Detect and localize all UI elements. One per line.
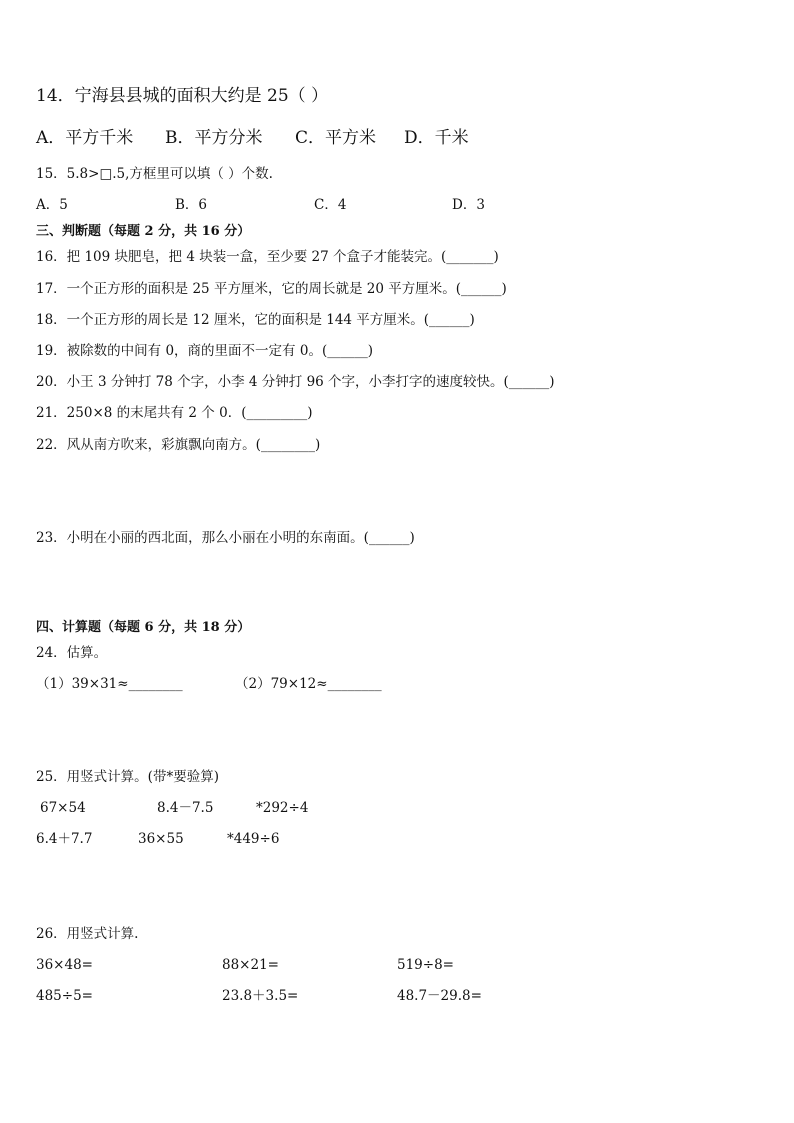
q25-expr-6: *449÷6 (227, 831, 280, 847)
q15-option-d: D．3 (452, 197, 485, 213)
q19-item: 19．被除数的中间有 0，商的里面不一定有 0。(______) (36, 343, 373, 359)
q23-item: 23．小明在小丽的西北面，那么小丽在小明的东南面。(______) (36, 530, 415, 546)
q15-option-b: B．6 (175, 197, 208, 213)
q26-expr-6: 48.7－29.8= (397, 988, 482, 1004)
q15-option-a: A．5 (36, 197, 68, 213)
q18-item: 18．一个正方形的周长是 12 厘米，它的面积是 144 平方厘米。(______) (36, 312, 475, 328)
q26-expr-1: 36×48= (36, 957, 93, 973)
q26-title: 26．用竖式计算. (36, 926, 139, 942)
q26-expr-4: 485÷5= (36, 988, 93, 1004)
q15-stem: 15．5.8>□.5,方框里可以填（ ）个数. (36, 166, 273, 182)
q25-expr-2: 8.4－7.5 (157, 800, 214, 816)
q20-item: 20．小王 3 分钟打 78 个字，小李 4 分钟打 96 个字，小李打字的速度较快。(______) (36, 374, 555, 390)
q25-expr-5: 36×55 (138, 831, 184, 847)
q25-expr-1: 67×54 (40, 800, 86, 816)
q21-item: 21．250×8 的末尾共有 2 个 0．(_________) (36, 405, 313, 421)
q26-expr-3: 519÷8= (397, 957, 454, 973)
section3-heading: 三、判断题（每题 2 分，共 16 分） (36, 224, 251, 239)
q17-item: 17．一个正方形的面积是 25 平方厘米，它的周长就是 20 平方厘米。(______) (36, 281, 507, 297)
section4-heading: 四、计算题（每题 6 分，共 18 分） (36, 620, 251, 635)
q25-title: 25．用竖式计算。(带*要验算) (36, 769, 219, 785)
q16-item: 16．把 109 块肥皂，把 4 块装一盒，至少要 27 个盒子才能装完。(_______) (36, 249, 499, 265)
q15-option-c: C．4 (314, 197, 347, 213)
q14-option-b: B．平方分米 (165, 128, 263, 148)
q24-title: 24．估算。 (36, 645, 108, 661)
q25-expr-3: *292÷4 (256, 800, 309, 816)
q14-option-a: A．平方千米 (36, 128, 134, 148)
q24-part-1: （1）39×31≈________ (36, 676, 183, 692)
q14-option-d: D．千米 (404, 128, 469, 148)
q22-item: 22．风从南方吹来，彩旗飘向南方。(________) (36, 437, 321, 453)
q25-expr-4: 6.4＋7.7 (36, 831, 93, 847)
q24-part-2: （2）79×12≈________ (235, 676, 382, 692)
q26-expr-5: 23.8＋3.5= (222, 988, 299, 1004)
q26-expr-2: 88×21= (222, 957, 279, 973)
q14-stem: 14．宁海县县城的面积大约是 25（ ） (36, 86, 329, 106)
q14-option-c: C．平方米 (295, 128, 377, 148)
